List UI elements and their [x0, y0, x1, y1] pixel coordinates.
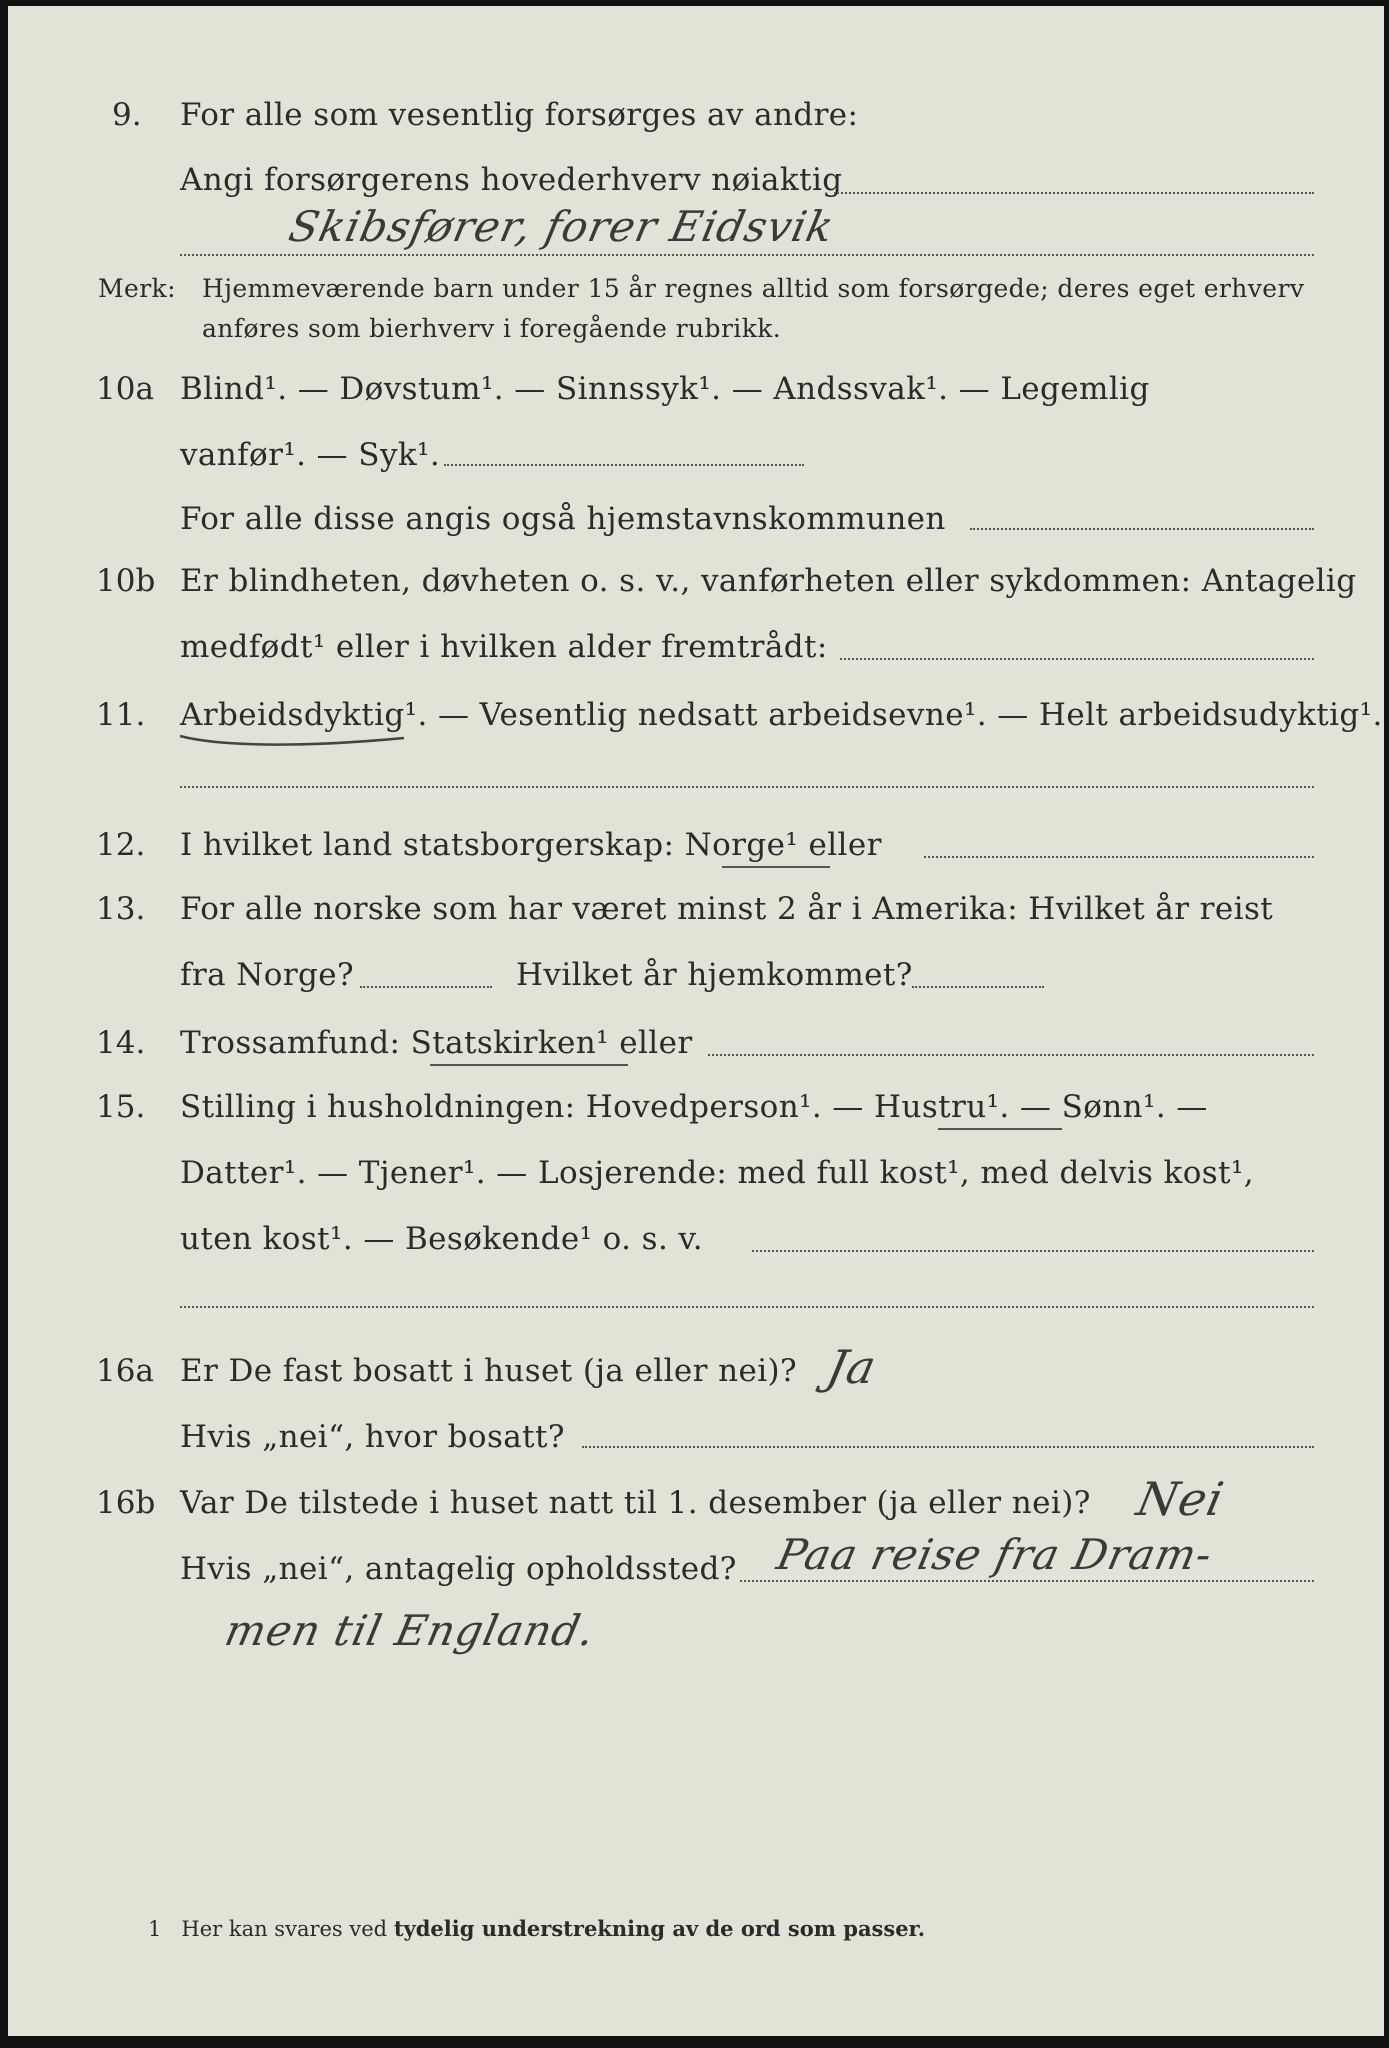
footnote	[148, 1916, 925, 1942]
q13-line2a: fra Norge?	[180, 957, 355, 993]
q16a-number: 16a	[96, 1353, 154, 1389]
q10a-line3: For alle disse angis også hjemstavnskommunen	[180, 501, 946, 537]
q10a-line2: vanfør¹. — Syk¹.	[180, 437, 441, 473]
q14-number: 14.	[96, 1025, 146, 1061]
q13-reist-dotted-line	[360, 986, 492, 988]
q9-dotted-line	[834, 192, 1314, 194]
q10a-number: 10a	[96, 371, 154, 407]
q9-line1: For alle som vesentlig forsørges av andre:	[180, 97, 859, 133]
q9-number: 9.	[112, 97, 142, 133]
q13-line1: For alle norske som har været minst 2 år i Amerika: Hvilket år reist	[180, 891, 1274, 927]
q12-number: 12.	[96, 827, 146, 863]
q10b-line1: Er blindheten, døvheten o. s. v., vanførheten eller sykdommen: Antagelig	[180, 563, 1357, 599]
q14-line1: Trossamfund: Statskirken¹ eller	[180, 1025, 693, 1061]
q13-number: 13.	[96, 891, 146, 927]
q16b-handwritten-place-line2: men til England.	[220, 1606, 600, 1655]
q15-line3: uten kost¹. — Besøkende¹ o. s. v.	[180, 1221, 703, 1257]
q9-line2: Angi forsørgerens hovederhverv nøiaktig	[180, 162, 843, 198]
merk-label: Merk:	[98, 274, 176, 303]
q16a-handwritten-answer: Ja	[822, 1340, 882, 1394]
q10b-dotted-line	[840, 658, 1314, 660]
q10a-hjemstavn-dotted-line	[970, 528, 1314, 530]
q15-number: 15.	[96, 1089, 146, 1125]
q11-handwritten-underline	[178, 728, 408, 752]
q14-statskirken-underline	[430, 1064, 628, 1066]
q15-line2: Datter¹. — Tjener¹. — Losjerende: med full kost¹, med delvis kost¹,	[180, 1155, 1255, 1191]
q11-dotted-line	[180, 786, 1314, 788]
q9-handwritten-answer: Skibsfører, forer Eidsvik	[284, 202, 839, 251]
merk-line2: anføres som bierhverv i foregående rubrikk.	[202, 314, 782, 343]
q10b-number: 10b	[96, 563, 156, 599]
q16b-handwritten-place-line1: Paa reise fra Dram-	[772, 1530, 1217, 1579]
q13-line2b: Hvilket år hjemkommet?	[516, 957, 913, 993]
merk-line1: Hjemmeværende barn under 15 år regnes alltid som forsørgede; deres eget erhverv	[202, 274, 1305, 303]
q12-norge-underline	[722, 866, 830, 868]
q16a-dotted-line	[582, 1446, 1314, 1448]
q10b-line2: medfødt¹ eller i hvilken alder fremtrådt:	[180, 629, 828, 665]
q10a-line1: Blind¹. — Døvstum¹. — Sinnssyk¹. — Andssvak¹. — Legemlig	[180, 371, 1150, 407]
q16b-line2: Hvis „nei“, antagelig opholdssted?	[180, 1551, 737, 1587]
q9-answer-dotted-line	[180, 254, 1314, 256]
footnote-text-plain: Her kan svares ved	[181, 1917, 388, 1941]
q16b-dotted-line	[740, 1580, 1314, 1582]
q13-hjemkommet-dotted-line	[912, 986, 1044, 988]
footnote-text-bold: tydelig understrekning av de ord som passer.	[393, 1916, 926, 1941]
census-form-page	[8, 6, 1384, 2036]
q16a-line2: Hvis „nei“, hvor bosatt?	[180, 1419, 565, 1455]
q16a-line1: Er De fast bosatt i huset (ja eller nei)?	[180, 1353, 798, 1389]
q15-extra-dotted-line	[180, 1306, 1314, 1308]
footnote-mark: 1	[148, 1917, 162, 1941]
q15-dotted-line	[752, 1250, 1314, 1252]
q15-line1: Stilling i husholdningen: Hovedperson¹. — Hustru¹. — Sønn¹. —	[180, 1089, 1208, 1125]
q12-dotted-line	[924, 856, 1314, 858]
q11-number: 11.	[96, 697, 146, 733]
q15-hustru-underline	[938, 1128, 1062, 1130]
q11-line1: Arbeidsdyktig¹. — Vesentlig nedsatt arbeidsevne¹. — Helt arbeidsudyktig¹.	[180, 697, 1383, 733]
q10a-dotted-line	[444, 464, 804, 466]
q14-dotted-line	[708, 1054, 1314, 1056]
q16b-number: 16b	[96, 1485, 156, 1521]
q12-line1: I hvilket land statsborgerskap: Norge¹ eller	[180, 827, 882, 863]
q16b-line1: Var De tilstede i huset natt til 1. desember (ja eller nei)?	[180, 1485, 1091, 1521]
q16b-handwritten-answer: Nei	[1132, 1472, 1229, 1526]
